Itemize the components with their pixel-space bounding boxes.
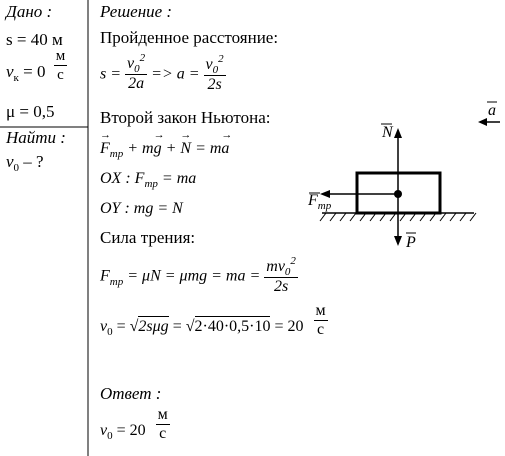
given-friction-coefficient: μ = 0,5 <box>6 102 55 121</box>
formula-v0: $v_0 = √2s\mu g = √2\cdot 40\cdot 0,5\cdot 10 = 20$ $\frac{м}{с}$ <box>100 302 326 339</box>
given-header: Дано : <box>6 2 53 21</box>
answer-header: Ответ : <box>100 384 162 403</box>
find-header: Найти : <box>6 128 66 147</box>
label-N: N <box>382 124 393 141</box>
given-distance: s = 40 м <box>6 30 63 49</box>
friction-title: Сила трения: <box>100 228 196 247</box>
answer-value: $v_0 = 20$ $\frac{м}{с}$ <box>100 406 168 443</box>
label-P: P <box>406 234 416 251</box>
label-F: $F_{тр}$ <box>308 192 332 212</box>
formula-ox: OX : $F_{тр}$ = ma <box>100 170 197 190</box>
find-initial-velocity: $v_0$ – ? <box>6 152 44 174</box>
formula-distance: s = $\frac{v_0^2}{2a}$ => a = $\frac{v_0^2}{2s}$ <box>100 52 224 93</box>
formula-newton-vector: → $F_{тр} + m\to g$ + → N = m→ a <box>100 140 229 158</box>
formula-friction: $F_{тр} = \mu N = \mu mg$ = ma = $\frac{mv_0^2}{2s}$ <box>100 255 296 295</box>
given-final-velocity: $v_к = 0$ $\frac{м}{с}$ <box>6 47 66 84</box>
solution-header: Решение : <box>100 2 173 21</box>
formula-oy: OY : mg = N <box>100 200 183 217</box>
label-a: a <box>488 102 496 119</box>
newton-title: Второй закон Ньютона: <box>100 108 271 127</box>
distance-title: Пройденное расстояние: <box>100 28 279 47</box>
